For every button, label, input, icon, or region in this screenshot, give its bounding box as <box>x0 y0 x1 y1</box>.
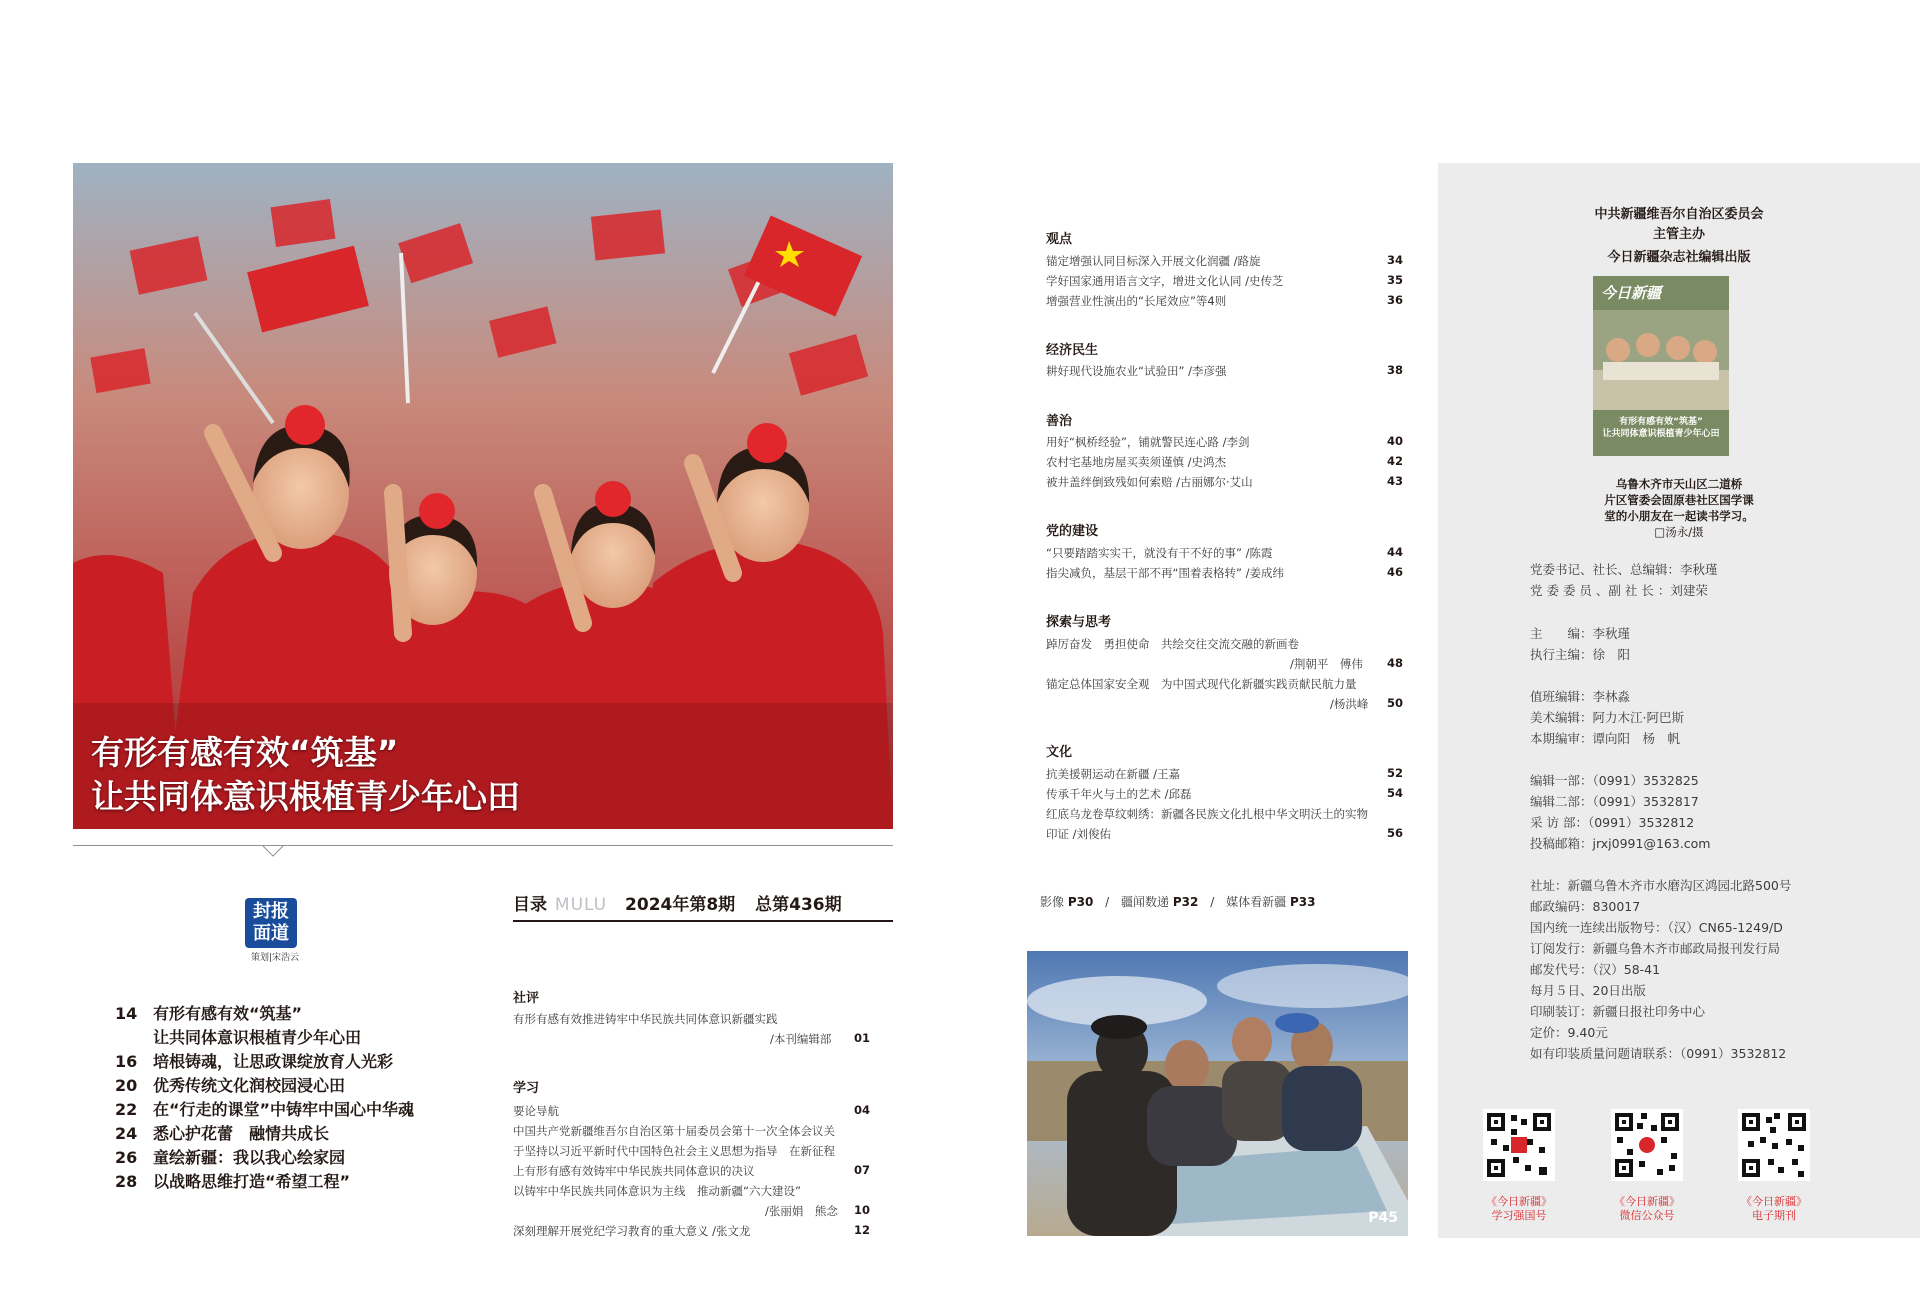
caret-down-icon <box>262 845 284 857</box>
toc-label-en: MULU <box>554 895 608 915</box>
toc-entry[interactable]: 以铸牢中华民族共同体意识为主线 推动新疆“六大建设” <box>513 1184 801 1198</box>
staff-line: 邮政编码：830017 <box>1530 899 1641 914</box>
toc-page: 38 <box>1386 363 1403 377</box>
cover-title-line2: 让共同体意识根植青少年心田 <box>91 777 520 816</box>
toc-page: 40 <box>1386 434 1403 448</box>
qr-code-graphic <box>1738 1109 1810 1181</box>
story-title: 培根铸魂，让思政课绽放育人光彩 <box>153 1052 394 1071</box>
toc-page: 10 <box>853 1203 870 1217</box>
toc-author: /荆朝平 傅伟 <box>1290 657 1363 671</box>
toc-page: 43 <box>1386 474 1403 488</box>
qr-code-graphic <box>1483 1109 1555 1181</box>
staff-line: 党委书记、社长、总编辑：李秋瑾 <box>1530 562 1718 577</box>
toc-entry[interactable]: 用好“枫桥经验”，铺就警民连心路 /李剑 <box>1046 435 1250 449</box>
qr-label-line: 微信公众号 <box>1619 1209 1675 1222</box>
staff-line: 党 委 委 员 、副 社 长 ：刘建荣 <box>1530 583 1708 598</box>
masthead-panel <box>1438 163 1920 1238</box>
toc-entry[interactable]: 踔厉奋发 勇担使命 共绘交往交流交融的新画卷 <box>1046 637 1299 651</box>
special-link-page: P30 <box>1067 895 1094 909</box>
staff-line <box>1530 750 1910 771</box>
story-title: 悉心护花蕾 融情共成长 <box>153 1124 330 1143</box>
total-issue-number: 总第436期 <box>755 895 842 915</box>
staff-line: 本期编审：谭向阳 杨 帆 <box>1530 731 1681 746</box>
badge-line2: 面道 <box>253 923 289 944</box>
staff-line: 投稿邮箱：jrxj0991@163.com <box>1530 836 1711 851</box>
toc-page: 04 <box>853 1103 870 1117</box>
staff-list <box>1530 560 1910 1065</box>
staff-line: 采 访 部：（0991）3532812 <box>1530 815 1695 830</box>
cover-caption <box>1438 476 1920 540</box>
planner-credit: 策划|宋浩云 <box>250 953 300 963</box>
separator: / <box>1210 895 1215 909</box>
toc-page: 36 <box>1386 293 1403 307</box>
special-link-label[interactable]: 疆闻数递 <box>1121 895 1170 909</box>
story-title: 有形有感有效“筑基” <box>153 1004 303 1023</box>
cover-story-item[interactable] <box>115 1124 475 1144</box>
toc-page: 44 <box>1386 545 1403 559</box>
story-title: 在“行走的课堂”中铸牢中国心中华魂 <box>153 1100 415 1119</box>
qr-code-study-icon[interactable] <box>1483 1109 1555 1181</box>
toc-entry[interactable]: 增强营业性演出的“长尾效应”等4则 <box>1046 294 1227 308</box>
story-title: 优秀传统文化润校园浸心田 <box>153 1076 346 1095</box>
qr-label <box>1719 1195 1829 1223</box>
qr-label-line: 学习强国号 <box>1491 1209 1547 1222</box>
issue-number: 2024年第8期 <box>625 895 736 915</box>
page-number: 14 <box>115 1004 138 1023</box>
staff-line: 美术编辑：阿力木江·阿巴斯 <box>1530 710 1684 725</box>
toc-page: 42 <box>1386 454 1403 468</box>
special-link-label[interactable]: 媒体看新疆 <box>1226 895 1287 909</box>
thumbnail-headline <box>1593 416 1729 440</box>
toc-page: 07 <box>853 1163 870 1177</box>
cover-caption-line: 乌鲁木齐市天山区二道桥 <box>1615 477 1743 491</box>
cover-report-badge <box>245 898 297 948</box>
toc-entry[interactable]: 有形有感有效推进铸牢中华民族共同体意识新疆实践 <box>513 1012 778 1026</box>
qr-label <box>1592 1195 1702 1223</box>
publisher-org: 中共新疆维吾尔自治区委员会 <box>1594 207 1764 222</box>
staff-line: 主 编：李秋瑾 <box>1530 626 1631 641</box>
section-heading: 经济民生 <box>1046 343 1099 358</box>
section-heading: 学习 <box>513 1081 540 1096</box>
toc-entry[interactable]: 农村宅基地房屋买卖须谨慎 /史鸿杰 <box>1046 455 1227 469</box>
toc-page: 50 <box>1386 696 1403 710</box>
magazine-cover-thumbnail[interactable] <box>1593 276 1729 456</box>
story-title: 以战略思维打造“希望工程” <box>153 1172 351 1191</box>
staff-line: 如有印装质量问题请联系：（0991）3532812 <box>1530 1046 1787 1061</box>
cover-caption-line: 堂的小朋友在一起读书学习。 <box>1604 509 1754 523</box>
feature-photo-illustration <box>1027 951 1408 1236</box>
section-heading: 观点 <box>1046 232 1073 247</box>
toc-entry[interactable]: 锚定增强认同目标深入开展文化润疆 /路旋 <box>1046 254 1261 268</box>
toc-entry[interactable]: 锚定总体国家安全观 为中国式现代化新疆实践贡献民航力量 <box>1046 677 1357 691</box>
toc-entry-cont: 于坚持以习近平新时代中国特色社会主义思想为指导 在新征程 <box>513 1144 835 1158</box>
toc-page: 01 <box>853 1031 870 1045</box>
special-sections <box>1040 893 1440 910</box>
staff-line: 每月５日、20日出版 <box>1530 983 1646 998</box>
staff-line: 执行主编：徐 阳 <box>1530 647 1631 662</box>
toc-page: 52 <box>1386 766 1403 780</box>
staff-line: 印刷装订：新疆日报社印务中心 <box>1530 1004 1706 1019</box>
section-heading: 文化 <box>1046 745 1073 760</box>
toc-entry[interactable]: 被井盖绊倒致残如何索赔 /古丽娜尔·艾山 <box>1046 475 1253 489</box>
staff-line: 国内统一连续出版物号：（汉）CN65-1249/D <box>1530 920 1783 935</box>
toc-entry[interactable]: 耕好现代设施农业“试验田” /李彦强 <box>1046 364 1227 378</box>
thumbnail-headline-line2: 让共同体意识根植青少年心田 <box>1602 429 1720 439</box>
staff-line <box>1530 602 1910 624</box>
feature-photo <box>1027 951 1408 1236</box>
toc-entry[interactable]: 中国共产党新疆维吾尔自治区第十届委员会第十一次全体会议关 <box>513 1124 835 1138</box>
toc-author: /张丽娟 熊念 <box>765 1204 838 1218</box>
staff-line: 订阅发行：新疆乌鲁木齐市邮政局报刊发行局 <box>1530 941 1781 956</box>
special-link-page: P33 <box>1289 895 1316 909</box>
cover-story-item[interactable] <box>115 1076 475 1096</box>
cover-title-line1: 有形有感有效“筑基” <box>91 733 399 772</box>
toc-entry[interactable]: 抗美援朝运动在新疆 /王嘉 <box>1046 767 1181 781</box>
qr-label-line: 《今日新疆》 <box>1614 1195 1680 1208</box>
toc-page: 34 <box>1386 253 1403 267</box>
page-number: 26 <box>115 1148 138 1167</box>
publisher-editor: 今日新疆杂志社编辑出版 <box>1607 250 1751 265</box>
toc-entry[interactable]: 指尖减负，基层干部不再“围着表格转” /姜成纬 <box>1046 566 1284 580</box>
separator: / <box>1105 895 1110 909</box>
toc-label: 目录 <box>513 895 547 915</box>
toc-entry-cont: 上有形有感有效铸牢中华民族共同体意识的决议 <box>513 1164 755 1178</box>
special-link-label[interactable]: 影像 <box>1040 895 1065 909</box>
publisher-role: 主管主办 <box>1652 227 1705 242</box>
cover-caption-line: 片区管委会固原巷社区国学课 <box>1604 493 1754 507</box>
section-heading: 探索与思考 <box>1046 615 1112 630</box>
toc-page: 12 <box>853 1223 870 1237</box>
story-title: 童绘新疆：我以我心绘家园 <box>153 1148 346 1167</box>
qr-label-line: 《今日新疆》 <box>1741 1195 1807 1208</box>
cover-story-item[interactable] <box>115 1148 475 1168</box>
staff-line: 定价：9.40元 <box>1530 1025 1608 1040</box>
section-heading: 善治 <box>1046 414 1073 429</box>
toc-author: /本刊编辑部 <box>770 1032 832 1046</box>
section-heading: 社评 <box>513 991 540 1006</box>
badge-line1: 封报 <box>253 901 289 922</box>
toc-page: 54 <box>1386 786 1403 800</box>
toc-page: 46 <box>1386 565 1403 579</box>
cover-title <box>91 731 520 819</box>
staff-line: 社址：新疆乌鲁木齐市水磨沟区鸿园北路500号 <box>1530 878 1792 893</box>
staff-line: 编辑二部：（0991）3532817 <box>1530 794 1699 809</box>
toc-page: 56 <box>1386 826 1403 840</box>
cover-photo <box>73 163 893 829</box>
toc-entry[interactable]: “只要踏踏实实干，就没有干不好的事” /陈霞 <box>1046 546 1273 560</box>
cover-story-item[interactable] <box>115 1172 475 1192</box>
toc-author: /杨洪峰 <box>1330 697 1369 711</box>
toc-header <box>513 890 893 922</box>
staff-line <box>1530 666 1910 687</box>
qr-code-wechat-icon[interactable] <box>1611 1109 1683 1181</box>
cover-divider <box>73 845 893 846</box>
photo-credit: □汤永/摄 <box>1654 525 1704 539</box>
story-title: 让共同体意识根植青少年心田 <box>153 1028 362 1047</box>
toc-entry-cont: 印证 /刘俊佑 <box>1046 827 1112 841</box>
magazine-logo: 今日新疆 <box>1601 284 1662 302</box>
staff-line: 值班编辑：李林淼 <box>1530 689 1631 704</box>
toc-entry[interactable]: 深刻理解开展党纪学习教育的重大意义 /张文龙 <box>513 1224 751 1238</box>
page-number: 22 <box>115 1100 138 1119</box>
thumbnail-photo <box>1593 310 1729 410</box>
qr-code-ejournal-icon[interactable] <box>1738 1109 1810 1181</box>
cover-story-item[interactable] <box>115 1100 475 1120</box>
toc-entry[interactable]: 传承千年火与土的艺术 /邱磊 <box>1046 787 1192 801</box>
thumbnail-headline-line1: 有形有感有效“筑基” <box>1619 417 1703 427</box>
cover-story-item[interactable] <box>115 1052 475 1072</box>
toc-page: 48 <box>1386 656 1403 670</box>
page-number: 24 <box>115 1124 138 1143</box>
section-heading: 党的建设 <box>1046 524 1099 539</box>
staff-line: 编辑一部：（0991）3532825 <box>1530 773 1699 788</box>
qr-label-line: 《今日新疆》 <box>1486 1195 1552 1208</box>
toc-page: 35 <box>1386 273 1403 287</box>
page-number: 20 <box>115 1076 138 1095</box>
cover-photo-illustration <box>73 163 893 829</box>
page-number: 16 <box>115 1052 138 1071</box>
staff-line: 邮发代号：（汉）58-41 <box>1530 962 1661 977</box>
qr-label <box>1464 1195 1574 1223</box>
special-link-page: P32 <box>1172 895 1199 909</box>
cover-story-item[interactable] <box>115 1004 475 1024</box>
qr-label-line: 电子期刊 <box>1752 1209 1796 1222</box>
toc-entry[interactable]: 要论导航 <box>513 1104 559 1118</box>
qr-code-graphic <box>1611 1109 1683 1181</box>
toc-entry[interactable]: 学好国家通用语言文字，增进文化认同 /史传芝 <box>1046 274 1284 288</box>
toc-entry[interactable]: 红底乌龙卷草纹刺绣：新疆各民族文化扎根中华文明沃土的实物 <box>1046 807 1368 821</box>
page-number: 28 <box>115 1172 138 1191</box>
staff-line <box>1530 855 1910 876</box>
photo-page-ref: P45 <box>1368 1210 1398 1226</box>
cover-story-item[interactable] <box>115 1028 475 1048</box>
